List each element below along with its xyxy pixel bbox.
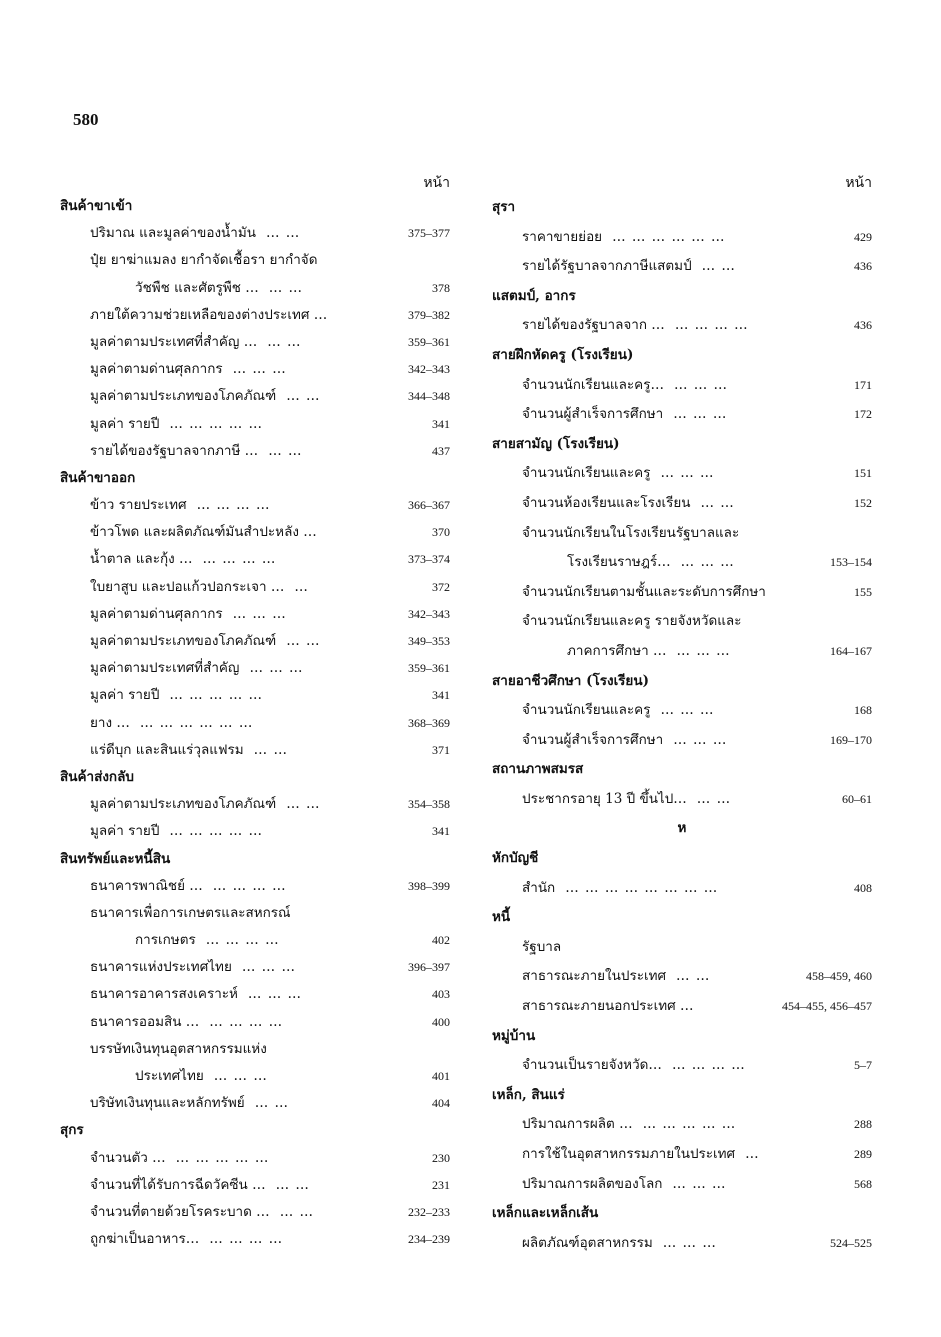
- index-heading: [492, 1022, 872, 1052]
- index-entry: [492, 223, 872, 253]
- entry-text: มูลค่า รายปี: [90, 823, 160, 840]
- entry-text: จำนวนเป็นรายจังหวัด…: [522, 1057, 662, 1074]
- entry-text: วัชพืช และศัตรูพืช …: [135, 279, 259, 296]
- entry-text: รายได้ของรัฐบาลจาก …: [522, 317, 665, 334]
- entry-page-ref: 379–382: [408, 307, 450, 322]
- index-heading: [492, 430, 872, 460]
- leader-dots: …: [745, 1146, 760, 1162]
- entry-page-ref: 401: [432, 1069, 450, 1083]
- index-entry: [60, 329, 450, 356]
- entry-page-ref: 288: [854, 1117, 872, 1132]
- index-entry: [60, 356, 450, 383]
- entry-text: มูลค่าตามประเภทของโภคภัณฑ์: [90, 796, 277, 813]
- entry-text: จำนวนนักเรียนและครู: [522, 465, 651, 482]
- index-entry: [492, 400, 872, 430]
- index-entry: [492, 1051, 872, 1081]
- entry-text: มูลค่า รายปี: [90, 415, 160, 432]
- leader-dots: … … …: [232, 361, 287, 378]
- entry-text: บรรษัทเงินทุนอุตสาหกรรมแห่ง: [90, 1040, 267, 1057]
- entry-text: การใช้ในอุตสาหกรรมภายในประเทศ: [522, 1146, 736, 1162]
- index-entry: [492, 1229, 872, 1259]
- entry-text: สายอาชีวศึกษา (โรงเรียน): [492, 672, 649, 689]
- entry-text: สุรา: [492, 199, 516, 215]
- entry-text: จำนวนที่ตายด้วยโรคระบาด …: [90, 1203, 270, 1220]
- entry-text: ปริมาณ และมูลค่าของน้ำมัน: [90, 225, 256, 242]
- index-entry: [492, 992, 872, 1022]
- index-heading: [492, 1081, 872, 1111]
- index-entry: [60, 574, 450, 601]
- index-entry: [60, 737, 450, 764]
- entry-page-ref: 168: [854, 703, 872, 718]
- entry-text: จำนวนนักเรียนและครู…: [522, 376, 664, 393]
- entry-page-ref: 5–7: [854, 1058, 872, 1073]
- entry-text: จำนวนนักเรียนตามชั้นและระดับการศึกษา: [522, 583, 766, 600]
- index-entry: [492, 933, 872, 963]
- index-heading: [60, 1117, 450, 1144]
- entry-text: สินค้าขาออก: [60, 469, 136, 486]
- entry-text: ผลิตภัณฑ์อุตสาหกรรม: [522, 1234, 653, 1251]
- leader-dots: … … … …: [671, 1057, 746, 1074]
- entry-text: ภาคการศึกษา …: [567, 642, 667, 659]
- index-entry: [60, 1063, 450, 1090]
- entry-text: ประเทศไทย: [135, 1068, 204, 1084]
- entry-text: ธนาคารเพื่อการเกษตรและสหกรณ์: [90, 904, 291, 921]
- entry-page-ref: 152: [854, 495, 872, 510]
- entry-text: จำนวนผู้สำเร็จการศึกษา: [522, 406, 664, 423]
- entry-text: น้ำตาล และกุ้ง …: [90, 551, 193, 568]
- entry-text: จำนวนนักเรียนในโรงเรียนรัฐบาลและ: [522, 524, 740, 541]
- index-entry: [60, 791, 450, 818]
- leader-dots: … … …: [672, 1175, 727, 1192]
- leader-dots: … …: [266, 225, 301, 242]
- entry-text: แร่ดีบุก และสินแร่วุลแฟรม: [90, 741, 244, 758]
- index-entry: [60, 1145, 450, 1172]
- index-heading: [60, 193, 450, 220]
- index-entry: [60, 519, 450, 546]
- index-column-right: [492, 173, 872, 1258]
- entry-text: หนี้: [492, 909, 511, 926]
- entry-text: มูลค่าตามประเภทของโภคภัณฑ์: [90, 633, 277, 649]
- index-entries-left: [60, 193, 450, 1253]
- entry-text: หมู่บ้าน: [492, 1027, 536, 1044]
- index-entry: [492, 726, 872, 756]
- entry-page-ref: 342–343: [408, 606, 450, 621]
- entry-page-ref: 400: [432, 1014, 450, 1029]
- entry-page-ref: 429: [854, 229, 872, 244]
- index-column-left: [60, 173, 450, 1253]
- entry-page-ref: 341: [432, 416, 450, 431]
- entry-text: ธนาคารอาคารสงเคราะห์: [90, 986, 238, 1003]
- entry-page-ref: 289: [854, 1147, 872, 1161]
- page-number: 580: [73, 110, 99, 129]
- entry-text: จำนวนห้องเรียนและโรงเรียน: [522, 494, 691, 511]
- entry-text: จำนวนนักเรียนและครู: [522, 702, 651, 719]
- entry-page-ref: 403: [432, 987, 450, 1002]
- index-entry: [492, 1110, 872, 1140]
- entry-page-ref: 230: [432, 1150, 450, 1165]
- entry-page-ref: 375–377: [408, 226, 450, 241]
- leader-dots: … …: [254, 1095, 290, 1112]
- index-heading: [492, 282, 872, 312]
- entry-page-ref: 408: [854, 880, 872, 895]
- leader-dots: … … …: [660, 465, 715, 482]
- index-heading: [492, 341, 872, 371]
- entry-text: ภายใต้ความช่วยเหลือของต่างประเทศ …: [90, 306, 328, 323]
- leader-dots: … …: [676, 968, 711, 985]
- entry-page-ref: 398–399: [408, 878, 450, 893]
- entry-page-ref: 396–397: [408, 960, 450, 975]
- leader-dots: … … … …: [202, 551, 277, 568]
- leader-dots: … … … … … …: [612, 228, 726, 245]
- index-entry: [60, 655, 450, 682]
- index-entry: [60, 1009, 450, 1036]
- index-entry: [492, 371, 872, 401]
- index-heading: [492, 667, 872, 697]
- index-entry: [492, 252, 872, 282]
- entry-text: โรงเรียนราษฎร์…: [567, 554, 671, 571]
- entry-page-ref: 354–358: [408, 797, 450, 812]
- index-entry: [492, 489, 872, 519]
- leader-dots: … …: [696, 790, 732, 807]
- entry-page-ref: 164–167: [830, 643, 872, 658]
- entry-text: บริษัทเงินทุนและหลักทรัพย์: [90, 1095, 245, 1112]
- index-entries-right: [492, 193, 872, 1258]
- leader-dots: … … … … …: [169, 823, 264, 840]
- entry-text: ธนาคารออมสิน …: [90, 1013, 200, 1030]
- entry-text: สายฝึกหัดครู (โรงเรียน): [492, 346, 634, 363]
- entry-text: รายได้ของรัฐบาลจากภาษี …: [90, 442, 259, 459]
- leader-dots: …: [294, 578, 309, 595]
- entry-text: ยาง …: [90, 714, 130, 731]
- entry-page-ref: 368–369: [408, 715, 450, 730]
- leader-dots: … …: [286, 388, 321, 405]
- entry-page-ref: 370: [432, 525, 450, 540]
- index-entry: [60, 818, 450, 845]
- entry-page-ref: 359–361: [408, 661, 450, 676]
- entry-text: ปุ๋ย ยาฆ่าแมลง ยากำจัดเชื้อรา ยากำจัด: [90, 252, 318, 269]
- index-entry: [492, 696, 872, 726]
- entry-text: มูลค่าตามด่านศุลกากร: [90, 605, 223, 622]
- leader-dots: … … … … … …: [139, 714, 254, 731]
- index-entry: [60, 411, 450, 438]
- index-entry: [60, 1036, 450, 1063]
- index-heading: [60, 764, 450, 791]
- entry-page-ref: 341: [432, 824, 450, 839]
- index-heading: [492, 1199, 872, 1229]
- entry-page-ref: 232–233: [408, 1204, 450, 1219]
- leader-dots: … … … … … … … …: [565, 879, 719, 896]
- entry-text: มูลค่าตามประเทศที่สำคัญ …: [90, 333, 258, 350]
- entry-text: สถานภาพสมรส: [492, 761, 584, 778]
- entry-text: ธนาคารพาณิชย์ …: [90, 877, 203, 894]
- leader-dots: … …: [268, 442, 303, 459]
- entry-page-ref: 169–170: [830, 732, 872, 747]
- leader-dots: … …: [275, 1176, 310, 1193]
- entry-page-ref: 458–459, 460: [806, 969, 872, 984]
- leader-dots: … …: [701, 258, 736, 275]
- index-entry: [492, 874, 872, 904]
- index-entry: [60, 383, 450, 410]
- index-entry: [60, 1172, 450, 1199]
- entry-text: ธนาคารแห่งประเทศไทย: [90, 959, 232, 976]
- entry-page-ref: 402: [432, 933, 450, 948]
- leader-dots: … …: [286, 633, 321, 649]
- leader-dots: … …: [286, 796, 321, 813]
- leader-dots: … … …: [241, 959, 296, 976]
- leader-dots: … … …: [673, 731, 728, 748]
- leader-dots: … …: [279, 1203, 314, 1220]
- index-heading: [60, 846, 450, 873]
- index-entry: [60, 900, 450, 927]
- entry-text: สำนัก: [522, 879, 556, 896]
- index-entry: [492, 548, 872, 578]
- entry-text: สุกร: [60, 1122, 84, 1139]
- entry-page-ref: 437: [432, 443, 450, 458]
- leader-dots: … … … … …: [175, 1149, 270, 1166]
- entry-text: รัฐบาล: [522, 938, 562, 955]
- entry-page-ref: 153–154: [830, 555, 872, 570]
- entry-page-ref: 155: [854, 584, 872, 599]
- entry-page-ref: 436: [854, 318, 872, 333]
- leader-dots: … … … … …: [169, 687, 264, 704]
- entry-page-ref: 366–367: [408, 498, 450, 513]
- leader-dots: … … … …: [205, 932, 280, 949]
- entry-text: ปริมาณการผลิตของโลก: [522, 1175, 663, 1192]
- leader-dots: … …: [700, 494, 735, 511]
- entry-text: จำนวนที่ได้รับการฉีดวัคซีน …: [90, 1176, 266, 1193]
- entry-page-ref: 524–525: [830, 1235, 872, 1250]
- index-entry: [60, 492, 450, 519]
- index-heading: [492, 903, 872, 933]
- entry-page-ref: 372: [432, 579, 450, 594]
- leader-dots: … … … …: [212, 877, 287, 894]
- leader-dots: … … … … …: [169, 415, 264, 432]
- entry-page-ref: 404: [432, 1096, 450, 1111]
- entry-text: ราคาขายย่อย: [522, 228, 603, 245]
- entry-page-ref: 359–361: [408, 334, 450, 349]
- entry-text: การเกษตร: [135, 932, 196, 949]
- entry-text: แสตมป์, อากร: [492, 287, 576, 304]
- entry-page-ref: 151: [854, 466, 872, 481]
- entry-text: สินค้าขาเข้า: [60, 198, 133, 214]
- leader-dots: … … …: [249, 660, 304, 677]
- index-entry: [60, 546, 450, 573]
- entry-text: ข้าวโพด และผลิตภัณฑ์มันสำปะหลัง …: [90, 524, 317, 541]
- index-entry: [60, 954, 450, 981]
- entry-text: รายได้รัฐบาลจากภาษีแสตมป์: [522, 258, 692, 275]
- entry-text: มูลค่าตามด่านศุลกากร: [90, 361, 223, 378]
- index-entry: [60, 710, 450, 737]
- entry-text: ถูกฆ่าเป็นอาหาร…: [90, 1231, 200, 1248]
- index-entry: [60, 247, 450, 274]
- entry-text: จำนวนตัว …: [90, 1149, 166, 1166]
- entry-text: จำนวนนักเรียนและครู รายจังหวัดและ: [522, 613, 742, 630]
- index-entry: [60, 873, 450, 900]
- entry-text: สาธารณะภายนอกประเทศ …: [522, 998, 694, 1015]
- column-header-page: หน้า: [845, 175, 872, 191]
- entry-text: หักบัญชี: [492, 850, 539, 867]
- leader-dots: … … …: [673, 406, 728, 423]
- leader-dots: … …: [267, 333, 302, 350]
- index-entry: [60, 927, 450, 954]
- index-entry: [492, 1140, 872, 1170]
- index-heading: [60, 465, 450, 492]
- entry-text: ประชากรอายุ 13 ปี ขึ้นไป…: [522, 790, 687, 807]
- entry-page-ref: 436: [854, 259, 872, 274]
- entry-text: ห: [677, 820, 687, 837]
- index-entry: [492, 459, 872, 489]
- index-entry: [492, 311, 872, 341]
- entry-text: สายสามัญ (โรงเรียน): [492, 435, 620, 452]
- entry-page-ref: 371: [432, 742, 450, 757]
- index-entry: [492, 607, 872, 637]
- entry-text: ข้าว รายประเทศ: [90, 497, 187, 514]
- leader-dots: … … … …: [209, 1013, 284, 1030]
- entry-page-ref: 568: [854, 1176, 872, 1191]
- entry-text: เหล็ก, สินแร่: [492, 1086, 565, 1103]
- entry-text: มูลค่าตามประเภทของโภคภัณฑ์: [90, 388, 277, 405]
- entry-page-ref: 342–343: [408, 362, 450, 377]
- index-entry: [492, 519, 872, 549]
- index-entry: [60, 275, 450, 302]
- index-entry: [60, 601, 450, 628]
- section-letter: [492, 814, 872, 844]
- leader-dots: … … … …: [674, 317, 749, 334]
- entry-page-ref: 171: [854, 377, 872, 392]
- leader-dots: … … …: [673, 376, 729, 393]
- entry-text: เหล็กและเหล็กเส้น: [492, 1205, 599, 1222]
- entry-page-ref: 454–455, 456–457: [782, 999, 872, 1014]
- leader-dots: … … …: [232, 605, 287, 622]
- entry-text: สาธารณะภายในประเทศ: [522, 968, 667, 985]
- leader-dots: … … …: [662, 1234, 717, 1251]
- index-heading: [492, 193, 872, 223]
- column-header-page: หน้า: [423, 175, 450, 191]
- index-entry: [492, 637, 872, 667]
- leader-dots: … …: [268, 279, 304, 296]
- index-heading: [492, 755, 872, 785]
- index-entry: [60, 981, 450, 1008]
- entry-page-ref: 344–348: [408, 389, 450, 404]
- entry-page-ref: 341: [432, 688, 450, 703]
- leader-dots: … … …: [213, 1068, 268, 1084]
- leader-dots: … … …: [680, 554, 735, 571]
- leader-dots: … … …: [676, 642, 731, 659]
- index-entry: [60, 438, 450, 465]
- index-entry: [492, 962, 872, 992]
- entry-page-ref: 231: [432, 1177, 450, 1192]
- leader-dots: … … … … …: [642, 1116, 737, 1133]
- index-entry: [60, 1226, 450, 1253]
- entry-text: สินค้าส่งกลับ: [60, 768, 134, 785]
- leader-dots: … …: [253, 741, 288, 758]
- entry-page-ref: 378: [432, 280, 450, 295]
- index-entry: [60, 220, 450, 247]
- entry-text: มูลค่าตามประเทศที่สำคัญ: [90, 660, 240, 677]
- entry-page-ref: 172: [854, 407, 872, 422]
- leader-dots: … … … …: [209, 1231, 284, 1248]
- entry-page-ref: 234–239: [408, 1232, 450, 1247]
- leader-dots: … … …: [247, 986, 303, 1003]
- index-entry: [60, 628, 450, 655]
- entry-text: มูลค่า รายปี: [90, 687, 160, 704]
- index-heading: [492, 844, 872, 874]
- leader-dots: … … …: [660, 702, 715, 719]
- leader-dots: … … … …: [196, 497, 271, 514]
- entry-text: สินทรัพย์และหนี้สิน: [60, 850, 171, 867]
- entry-page-ref: 60–61: [842, 791, 872, 806]
- index-entry: [492, 578, 872, 608]
- index-entry: [492, 785, 872, 815]
- entry-text: จำนวนผู้สำเร็จการศึกษา: [522, 731, 664, 748]
- index-entry: [60, 682, 450, 709]
- index-entry: [60, 1090, 450, 1117]
- entry-text: ปริมาณการผลิต …: [522, 1116, 633, 1133]
- index-entry: [60, 302, 450, 329]
- index-entry: [492, 1170, 872, 1200]
- entry-text: ใบยาสูบ และปอแก้วปอกระเจา …: [90, 578, 285, 595]
- entry-page-ref: 349–353: [408, 634, 450, 648]
- index-entry: [60, 1199, 450, 1226]
- entry-page-ref: 373–374: [408, 552, 450, 567]
